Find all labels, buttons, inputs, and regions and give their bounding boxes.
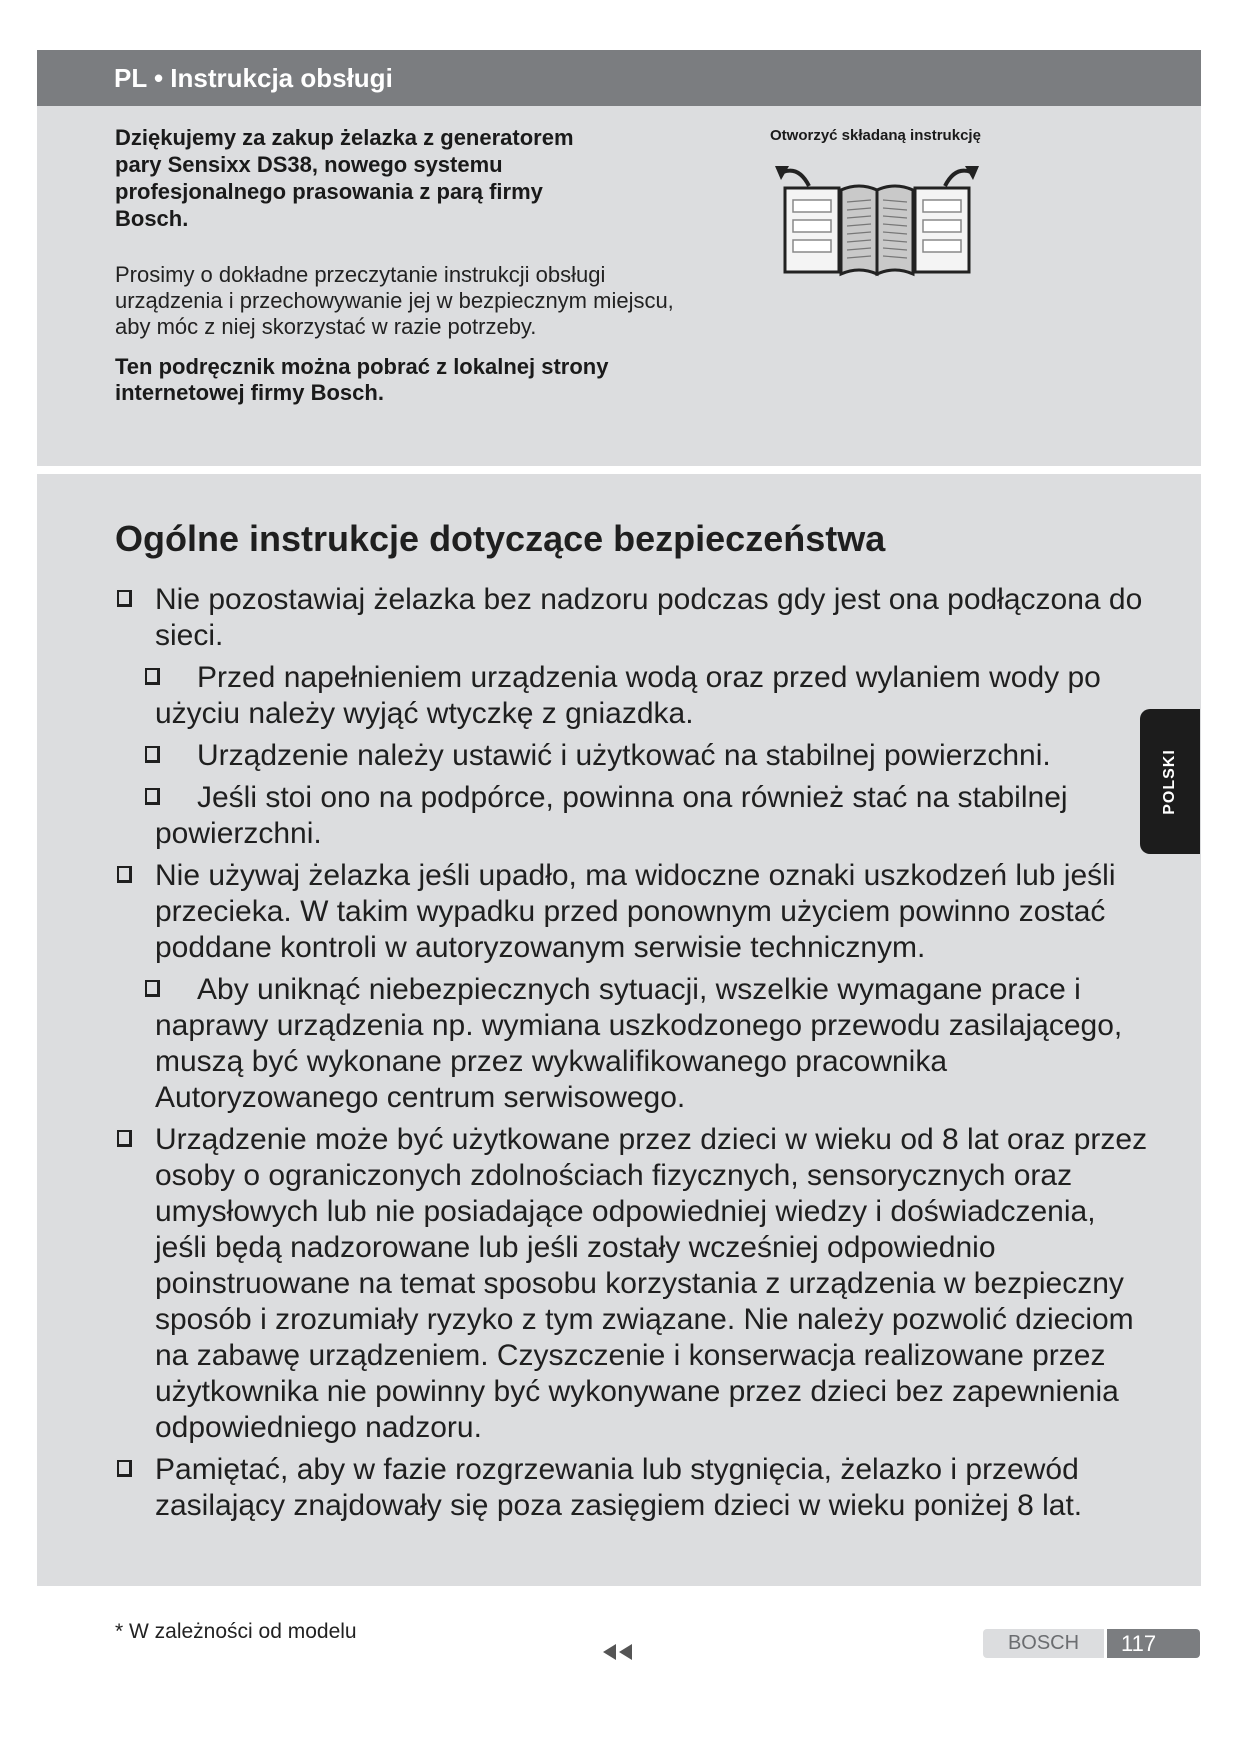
checkbox-bullet-icon	[145, 668, 160, 685]
safety-item-text: Pamiętać, aby w fazie rozgrzewania lub stygnięcia, żelazko i przewód zasilający znajdowały się poza zasięgiem dzieci w wieku poniżej 8 lat.	[155, 1453, 1083, 1522]
safety-item-text: Aby uniknąć niebezpiecznych sytuacji, wszelkie wymagane prace i naprawy urządzenia np. wymiana uszkodzonego przewodu zasilającego, muszą być wykonane przez wykwalifikowanego pracownika Autoryzowanego centrum serwisowego.	[155, 973, 1123, 1114]
checkbox-bullet-icon	[117, 1130, 132, 1147]
safety-item-text: Nie używaj żelazka jeśli upadło, ma widoczne oznaki uszkodzeń lub jeśli przecieka. W takim wypadku przed ponownym użyciem powinno zostać poddane kontroli w autoryzowanym serwisie technicznym.	[155, 859, 1116, 964]
checkbox-bullet-icon	[145, 980, 160, 997]
safety-subitem	[115, 972, 1155, 1116]
fold-instruction-label: Otworzyć składaną instrukcję	[770, 127, 981, 144]
language-tab-label: POLSKI	[1161, 748, 1178, 815]
safety-item	[115, 1452, 1155, 1524]
checkbox-bullet-icon	[117, 1460, 132, 1477]
intro-thanks-text: Dziękujemy za zakup żelazka z generatorem pary Sensixx DS38, nowego systemu profesjonalnego prasowania z parą firmy Bosch.	[115, 125, 574, 231]
header-bar	[37, 50, 1201, 106]
safety-item-text: Jeśli stoi ono na podpórce, powinna ona również stać na stabilnej powierzchni.	[155, 781, 1068, 850]
intro-panel	[37, 106, 1201, 466]
page-header-title: PL • Instrukcja obsługi	[114, 63, 393, 93]
language-side-tab	[1140, 709, 1200, 854]
folded-manual-icon	[747, 152, 1007, 280]
safety-subitem	[115, 738, 1155, 774]
checkbox-bullet-icon	[117, 590, 132, 607]
safety-subitem	[115, 660, 1155, 732]
safety-item	[115, 858, 1155, 966]
intro-download-text: Ten podręcznik można pobrać z lokalnej strony internetowej firmy Bosch.	[115, 354, 609, 405]
safety-item	[115, 582, 1155, 654]
brand-label: BOSCH	[983, 1629, 1104, 1658]
checkbox-bullet-icon	[117, 866, 132, 883]
safety-item-text: Urządzenie może być użytkowane przez dzieci w wieku od 8 lat oraz przez osoby o ograniczonych zdolnościach fizycznych, sensorycznych oraz umysłowych lub nie posiadające odpowiedniej wiedzy i doświadczenia, jeśli będą nadzorowane lub jeśli zostały wcześniej odpowiednio poinstruowane na temat sposobu korzystania z urządzenia w bezpieczny sposób i zrozumiały ryzyko z tym związane. Nie należy pozwolić dzieciom na zabawę urządzeniem. Czyszczenie i konserwacja realizowane przez użytkownika nie powinny być wykonywane przez dzieci bez zapewnienia odpowiedniego nadzoru.	[155, 1123, 1148, 1444]
intro-read-request-text: Prosimy o dokładne przeczytanie instrukcji obsługi urządzenia i przechowywanie jej w bezpiecznym miejscu, aby móc z niej skorzystać w razie potrzeby.	[115, 262, 674, 339]
safety-panel	[37, 474, 1201, 1586]
safety-section-title: Ogólne instrukcje dotyczące bezpieczeństwa	[115, 518, 886, 559]
safety-item-text: Nie pozostawiaj żelazka bez nadzoru podczas gdy jest ona podłączona do sieci.	[155, 583, 1143, 652]
safety-item-text: Urządzenie należy ustawić i użytkować na stabilnej powierzchni.	[197, 739, 1051, 772]
page-number: 117	[1107, 1629, 1200, 1658]
double-left-arrow-icon[interactable]	[601, 1642, 635, 1662]
footnote: * W zależności od modelu	[115, 1620, 357, 1643]
checkbox-bullet-icon	[145, 788, 160, 805]
safety-item	[115, 1122, 1155, 1446]
checkbox-bullet-icon	[145, 746, 160, 763]
safety-list	[115, 582, 1155, 1530]
safety-item-text: Przed napełnieniem urządzenia wodą oraz przed wylaniem wody po użyciu należy wyjąć wtyczkę z gniazdka.	[155, 661, 1101, 730]
safety-subitem	[115, 780, 1155, 852]
